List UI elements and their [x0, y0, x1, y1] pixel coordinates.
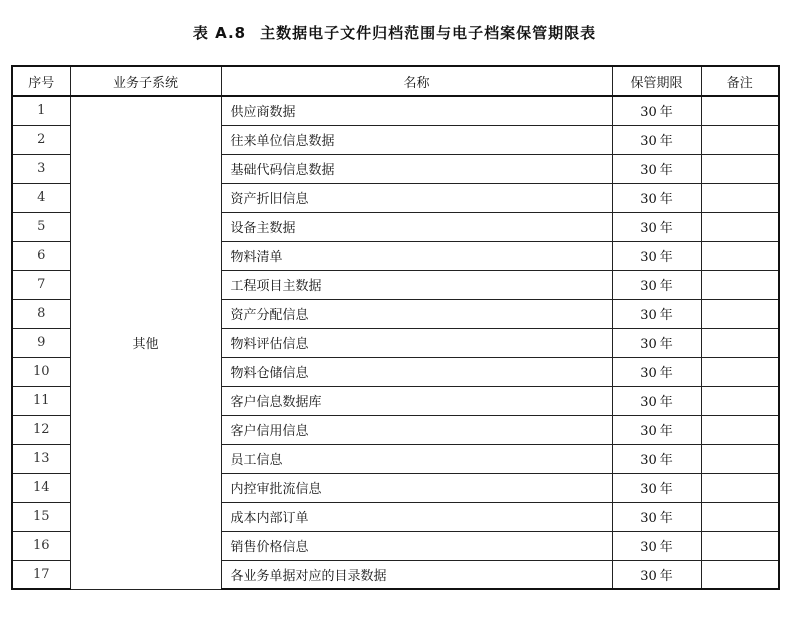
header-subsystem: 业务子系统 — [70, 66, 221, 96]
row-retention — [612, 270, 701, 299]
retention-value: 30 — [640, 453, 657, 468]
table-body — [12, 96, 779, 589]
row-name: 工程项目主数据 — [221, 270, 612, 299]
table-caption: 主数据电子文件归档范围与电子档案保管期限表 — [260, 24, 597, 42]
retention-value: 30 — [640, 424, 657, 439]
row-retention — [612, 415, 701, 444]
retention-unit: 年 — [659, 453, 673, 468]
row-remarks — [701, 415, 779, 444]
retention-value: 30 — [640, 337, 657, 352]
header-row — [12, 66, 779, 96]
retention-value: 30 — [640, 134, 657, 149]
table-number: 表 A.8 — [192, 24, 247, 42]
row-remarks — [701, 183, 779, 212]
subsystem-cell: 其他 — [70, 96, 221, 589]
row-retention — [612, 357, 701, 386]
header-remarks: 备注 — [701, 66, 779, 96]
row-name: 资产折旧信息 — [221, 183, 612, 212]
retention-unit: 年 — [659, 540, 673, 555]
retention-unit: 年 — [659, 308, 673, 323]
row-remarks — [701, 444, 779, 473]
row-retention — [612, 183, 701, 212]
row-name: 员工信息 — [221, 444, 612, 473]
row-remarks — [701, 386, 779, 415]
row-name: 内控审批流信息 — [221, 473, 612, 502]
row-serial: 12 — [12, 415, 70, 444]
row-retention — [612, 386, 701, 415]
row-retention — [612, 241, 701, 270]
row-name: 客户信息数据库 — [221, 386, 612, 415]
row-remarks — [701, 502, 779, 531]
retention-value: 30 — [640, 105, 657, 121]
retention-unit: 年 — [659, 366, 673, 381]
row-name: 客户信用信息 — [221, 415, 612, 444]
retention-unit: 年 — [659, 105, 673, 121]
row-serial: 16 — [12, 531, 70, 560]
row-remarks — [701, 328, 779, 357]
row-retention — [612, 531, 701, 560]
row-remarks — [701, 560, 779, 589]
row-name: 供应商数据 — [221, 96, 612, 125]
row-name: 往来单位信息数据 — [221, 125, 612, 154]
row-remarks — [701, 357, 779, 386]
row-name: 基础代码信息数据 — [221, 154, 612, 183]
row-serial: 10 — [12, 357, 70, 386]
row-serial: 7 — [12, 270, 70, 299]
row-serial: 14 — [12, 473, 70, 502]
retention-unit: 年 — [659, 250, 673, 265]
retention-value: 30 — [640, 511, 657, 526]
row-retention — [612, 96, 701, 125]
header-serial: 序号 — [12, 66, 70, 96]
row-remarks — [701, 531, 779, 560]
retention-unit: 年 — [659, 482, 673, 497]
retention-unit: 年 — [659, 395, 673, 410]
row-serial: 5 — [12, 212, 70, 241]
row-serial: 17 — [12, 560, 70, 589]
row-retention — [612, 328, 701, 357]
retention-unit: 年 — [659, 221, 673, 236]
retention-value: 30 — [640, 540, 657, 555]
row-name: 销售价格信息 — [221, 531, 612, 560]
row-serial: 4 — [12, 183, 70, 212]
retention-value: 30 — [640, 221, 657, 236]
row-remarks — [701, 241, 779, 270]
row-name: 成本内部订单 — [221, 502, 612, 531]
retention-unit: 年 — [659, 511, 673, 526]
row-retention — [612, 299, 701, 328]
retention-value: 30 — [640, 482, 657, 497]
row-remarks — [701, 473, 779, 502]
row-name: 各业务单据对应的目录数据 — [221, 560, 612, 589]
retention-unit: 年 — [659, 192, 673, 207]
retention-unit: 年 — [659, 568, 673, 584]
row-name: 物料仓储信息 — [221, 357, 612, 386]
retention-value: 30 — [640, 395, 657, 410]
row-remarks — [701, 125, 779, 154]
row-serial: 8 — [12, 299, 70, 328]
retention-value: 30 — [640, 163, 657, 178]
row-remarks — [701, 96, 779, 125]
row-retention — [612, 212, 701, 241]
retention-unit: 年 — [659, 134, 673, 149]
table-header — [12, 66, 779, 96]
row-retention — [612, 444, 701, 473]
row-serial: 13 — [12, 444, 70, 473]
row-retention — [612, 125, 701, 154]
row-remarks — [701, 299, 779, 328]
row-serial: 1 — [12, 96, 70, 125]
row-remarks — [701, 154, 779, 183]
row-retention — [612, 154, 701, 183]
row-name: 物料评估信息 — [221, 328, 612, 357]
retention-value: 30 — [640, 192, 657, 207]
row-serial: 2 — [12, 125, 70, 154]
retention-table — [11, 65, 780, 590]
retention-value: 30 — [640, 279, 657, 294]
row-retention — [612, 560, 701, 589]
retention-value: 30 — [640, 250, 657, 265]
row-remarks — [701, 270, 779, 299]
row-serial: 6 — [12, 241, 70, 270]
row-serial: 3 — [12, 154, 70, 183]
table-title — [0, 22, 789, 43]
row-serial: 15 — [12, 502, 70, 531]
retention-unit: 年 — [659, 424, 673, 439]
retention-value: 30 — [640, 366, 657, 381]
header-retention: 保管期限 — [612, 66, 701, 96]
row-name: 物料清单 — [221, 241, 612, 270]
row-name: 设备主数据 — [221, 212, 612, 241]
table-row — [12, 96, 779, 125]
retention-value: 30 — [640, 568, 657, 584]
retention-unit: 年 — [659, 163, 673, 178]
retention-unit: 年 — [659, 337, 673, 352]
row-serial: 11 — [12, 386, 70, 415]
row-serial: 9 — [12, 328, 70, 357]
retention-unit: 年 — [659, 279, 673, 294]
row-retention — [612, 502, 701, 531]
row-retention — [612, 473, 701, 502]
header-name: 名称 — [221, 66, 612, 96]
row-remarks — [701, 212, 779, 241]
retention-value: 30 — [640, 308, 657, 323]
row-name: 资产分配信息 — [221, 299, 612, 328]
